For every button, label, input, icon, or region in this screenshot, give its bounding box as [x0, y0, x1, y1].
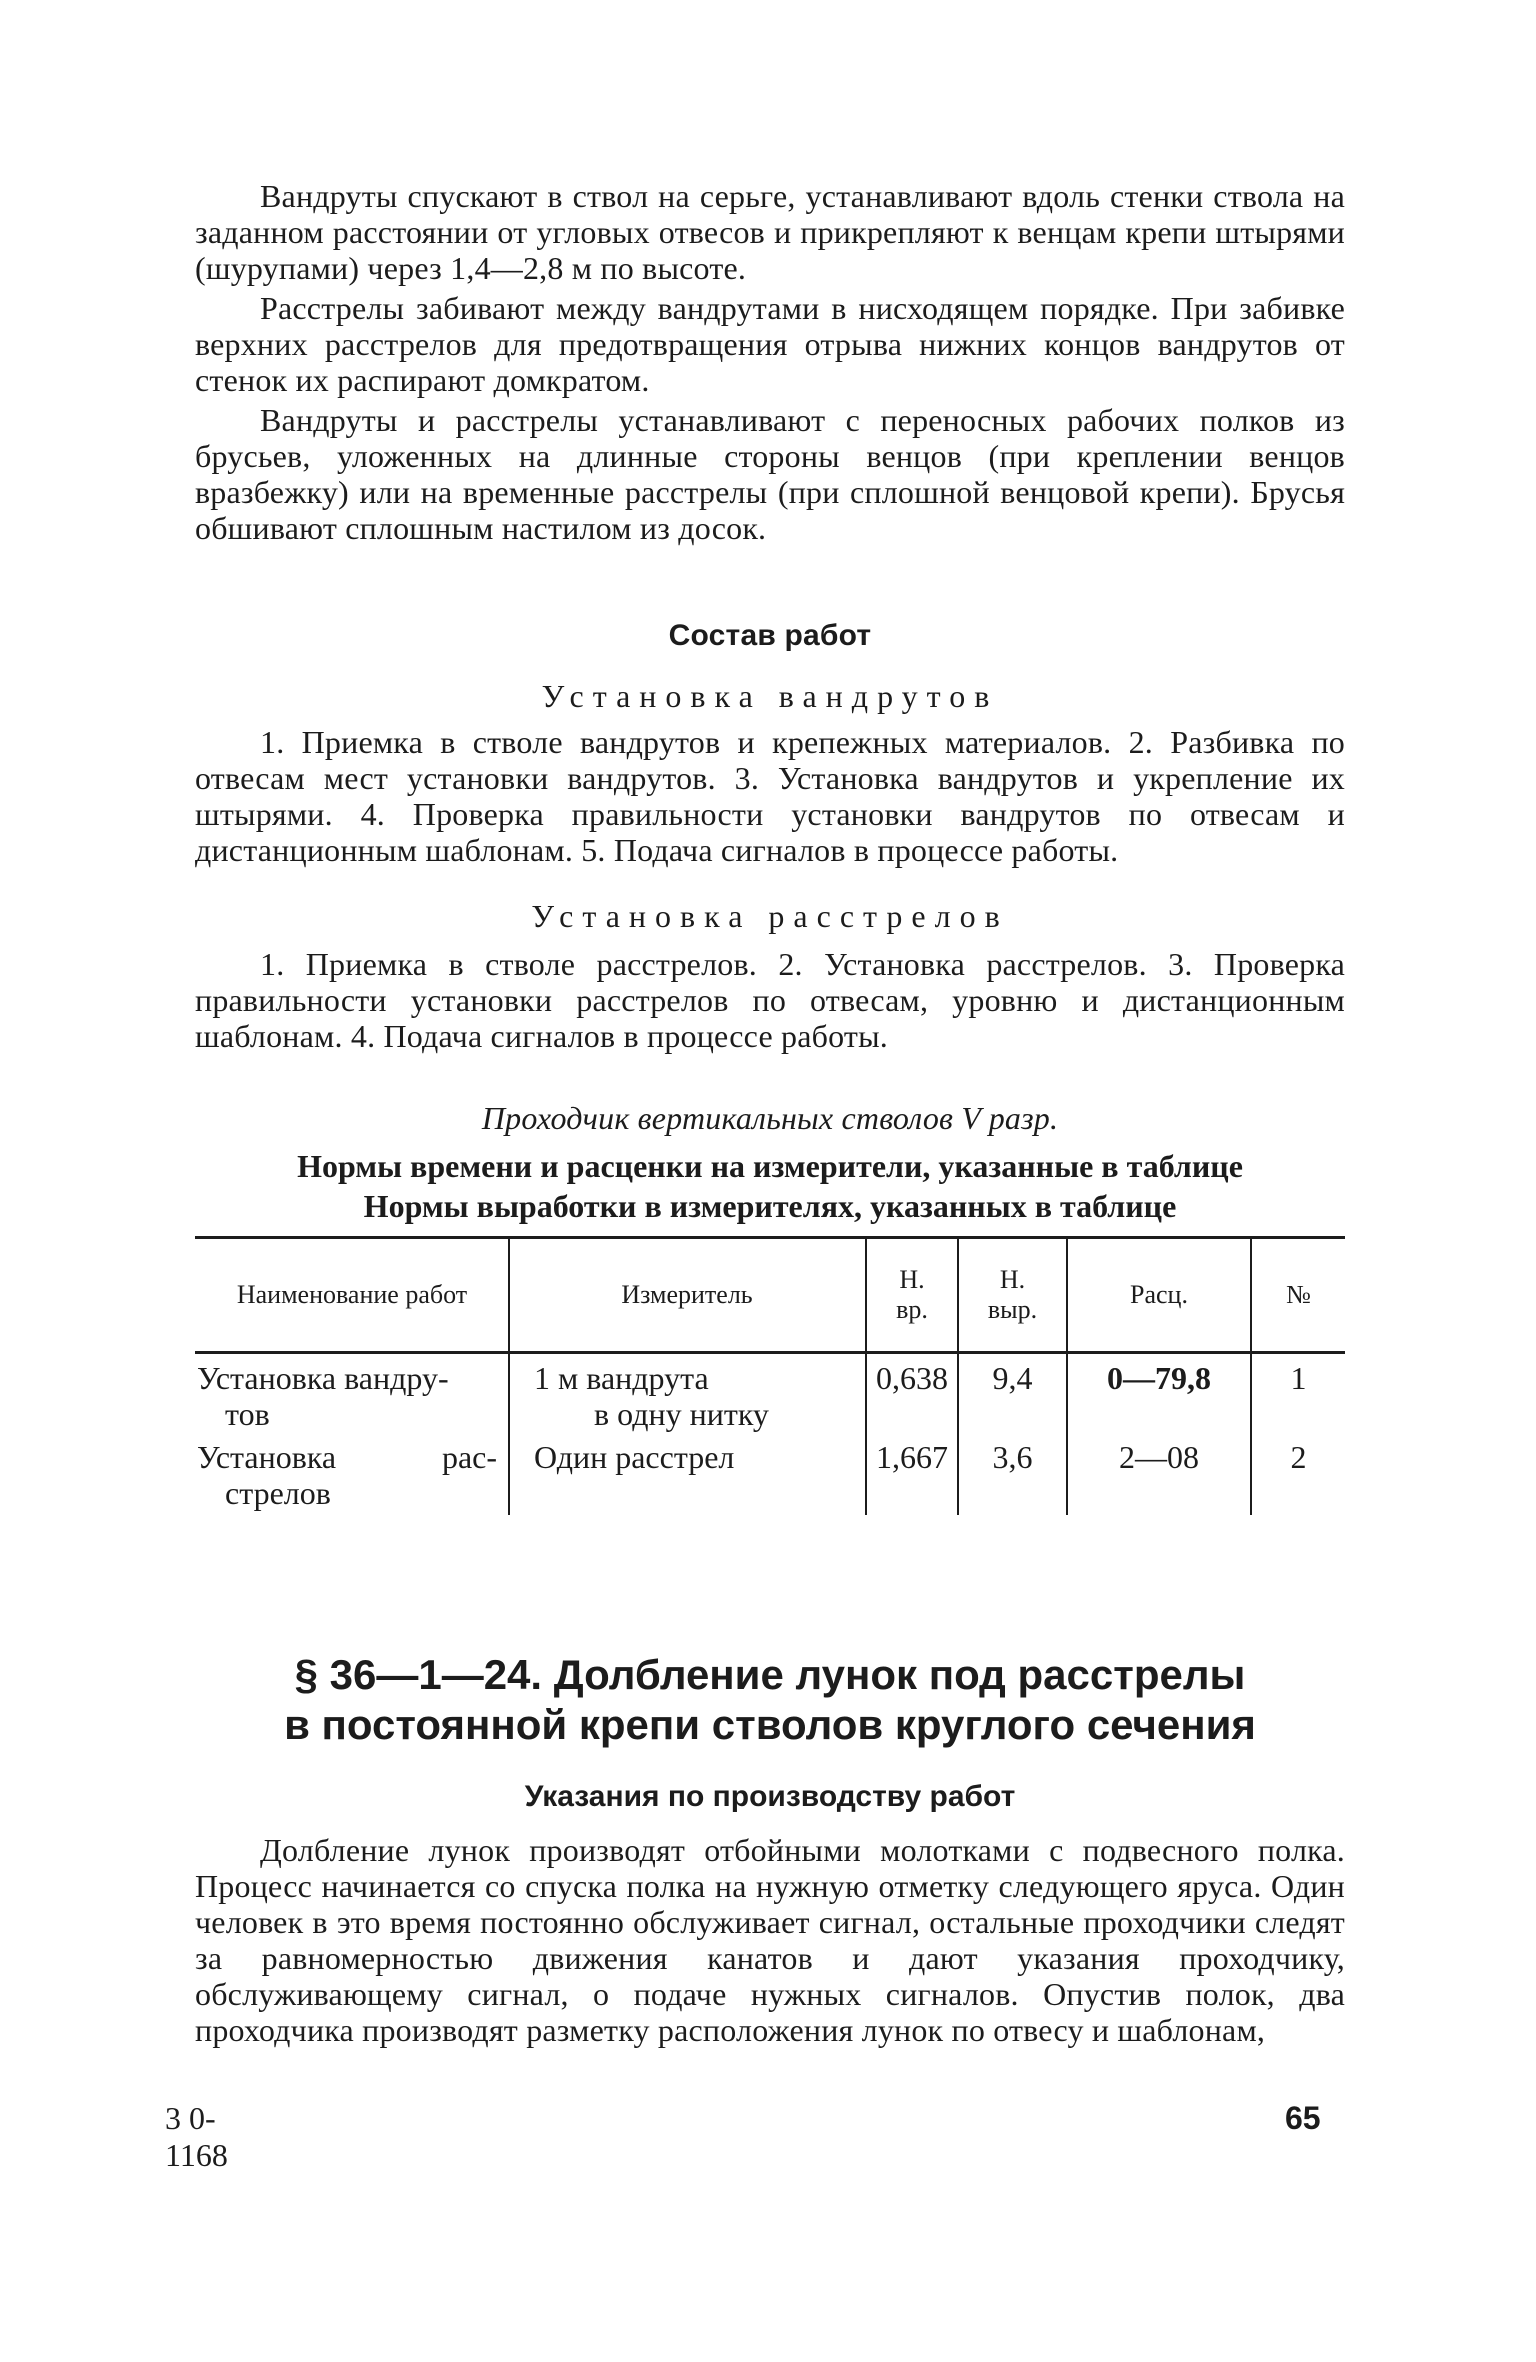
section-text: Долбление лунок производят отбойными молотками с подвесного полка. Процесс начинается со спуска полка на нужную отметку следующего яруса. Один человек в это время постоянно обслуживает сигнал, остальные проходчики следят за равномерностью движения канатов и дают указания проходчику, обслуживающему сигнал, о подаче нужных сигналов. Опустив полок, два проходчика производят разметку расположения лунок по отвесу и шаблонам, — [195, 1832, 1345, 2048]
cell-name-line: Установка рас- — [197, 1439, 497, 1475]
cell-rate: 2—08 — [1067, 1433, 1251, 1515]
cell-measure — [509, 1353, 866, 1434]
section-heading: в постоянной крепи стволов круглого сечения — [284, 1701, 1256, 1748]
printer-signature: 3 0-1168 — [165, 2100, 228, 2173]
work-composition — [195, 618, 1345, 1058]
worker-category: Проходчик вертикальных стволов V разр. — [481, 1100, 1059, 1136]
header-time-norm — [866, 1238, 958, 1353]
intro-paragraph: Вандруты и расстрелы устанавливают с переносных рабочих полков из брусьев, уложенных на длинные стороны венцов (при креплении венцов вразбежку) или на временные расстрелы (при сплошной венцовой крепи). Брусья обшивают сплошным настилом из досок. — [195, 402, 1345, 546]
header-output-norm-a: Н. — [999, 1265, 1026, 1294]
cell-number: 1 — [1251, 1353, 1345, 1434]
subsection-text: 1. Приемка в стволе вандрутов и крепежных материалов. 2. Разбивка по отвесам мест установки вандрутов. 3. Установка вандрутов и укрепление их штырями. 4. Проверка правильности установки вандрутов по отвесам и дистанционным шаблонам. 5. Подача сигналов в процессе работы. — [195, 724, 1345, 868]
table-row — [195, 1353, 1345, 1434]
subsection-text: 1. Приемка в стволе расстрелов. 2. Установка расстрелов. 3. Проверка правильности установки расстрелов по отвесам, уровню и дистанционным шаблонам. 4. Подача сигналов в процессе работы. — [195, 946, 1345, 1054]
cell-number: 2 — [1251, 1433, 1345, 1515]
cell-time-norm: 1,667 — [866, 1433, 958, 1515]
cell-name — [195, 1433, 509, 1515]
header-output-norm-b: выр. — [987, 1295, 1038, 1324]
header-output-norm — [958, 1238, 1067, 1353]
cell-name — [195, 1353, 509, 1434]
work-composition-title: Состав работ — [668, 619, 872, 652]
subsection-title: Установка вандрутов — [541, 678, 999, 714]
cell-time-norm: 0,638 — [866, 1353, 958, 1434]
section-subheading: Указания по производству работ — [524, 1780, 1016, 1813]
cell-measure-line: 1 м вандрута — [534, 1360, 709, 1396]
norms-heading-line: Нормы времени и расценки на измерители, указанные в таблице — [297, 1148, 1243, 1184]
cell-name-line: Установка вандру- — [197, 1360, 449, 1396]
header-measure: Измеритель — [509, 1238, 866, 1353]
header-name: Наименование работ — [195, 1238, 509, 1353]
intro-paragraph: Вандруты спускают в ствол на серьге, устанавливают вдоль стенки ствола на заданном расстоянии от угловых отвесов и прикрепляют к венцам крепи штырями (шурупами) через 1,4—2,8 м по высоте. — [195, 178, 1345, 286]
cell-measure-line: Один расстрел — [534, 1439, 735, 1475]
header-time-norm-b: вр. — [896, 1295, 928, 1324]
cell-name-line: тов — [225, 1396, 270, 1432]
header-rate: Расц. — [1067, 1238, 1251, 1353]
cell-measure — [509, 1433, 866, 1515]
intro-text — [195, 178, 1345, 550]
table-row — [195, 1433, 1345, 1515]
page-number: 65 — [1285, 2100, 1321, 2136]
cell-rate: 0—79,8 — [1067, 1353, 1251, 1434]
norms-block — [195, 1100, 1345, 1515]
section-36-1-24 — [195, 1650, 1345, 2052]
subsection-title: Установка расстрелов — [531, 898, 1009, 934]
intro-paragraph: Расстрелы забивают между вандрутами в нисходящем порядке. При забивке верхних расстрелов для предотвращения отрыва нижних концов вандрутов от стенок их распирают домкратом. — [195, 290, 1345, 398]
cell-output-norm: 3,6 — [958, 1433, 1067, 1515]
header-time-norm-a: Н. — [899, 1265, 925, 1294]
cell-measure-line: в одну нитку — [594, 1396, 769, 1432]
cell-output-norm: 9,4 — [958, 1353, 1067, 1434]
norms-heading-line: Нормы выработки в измерителях, указанных в таблице — [363, 1188, 1177, 1224]
section-heading: § 36—1—24. Долбление лунок под расстрелы — [294, 1651, 1246, 1698]
table-header-row — [195, 1238, 1345, 1353]
norms-table — [195, 1236, 1345, 1515]
cell-name-line: стрелов — [225, 1475, 331, 1511]
header-number: № — [1251, 1238, 1345, 1353]
